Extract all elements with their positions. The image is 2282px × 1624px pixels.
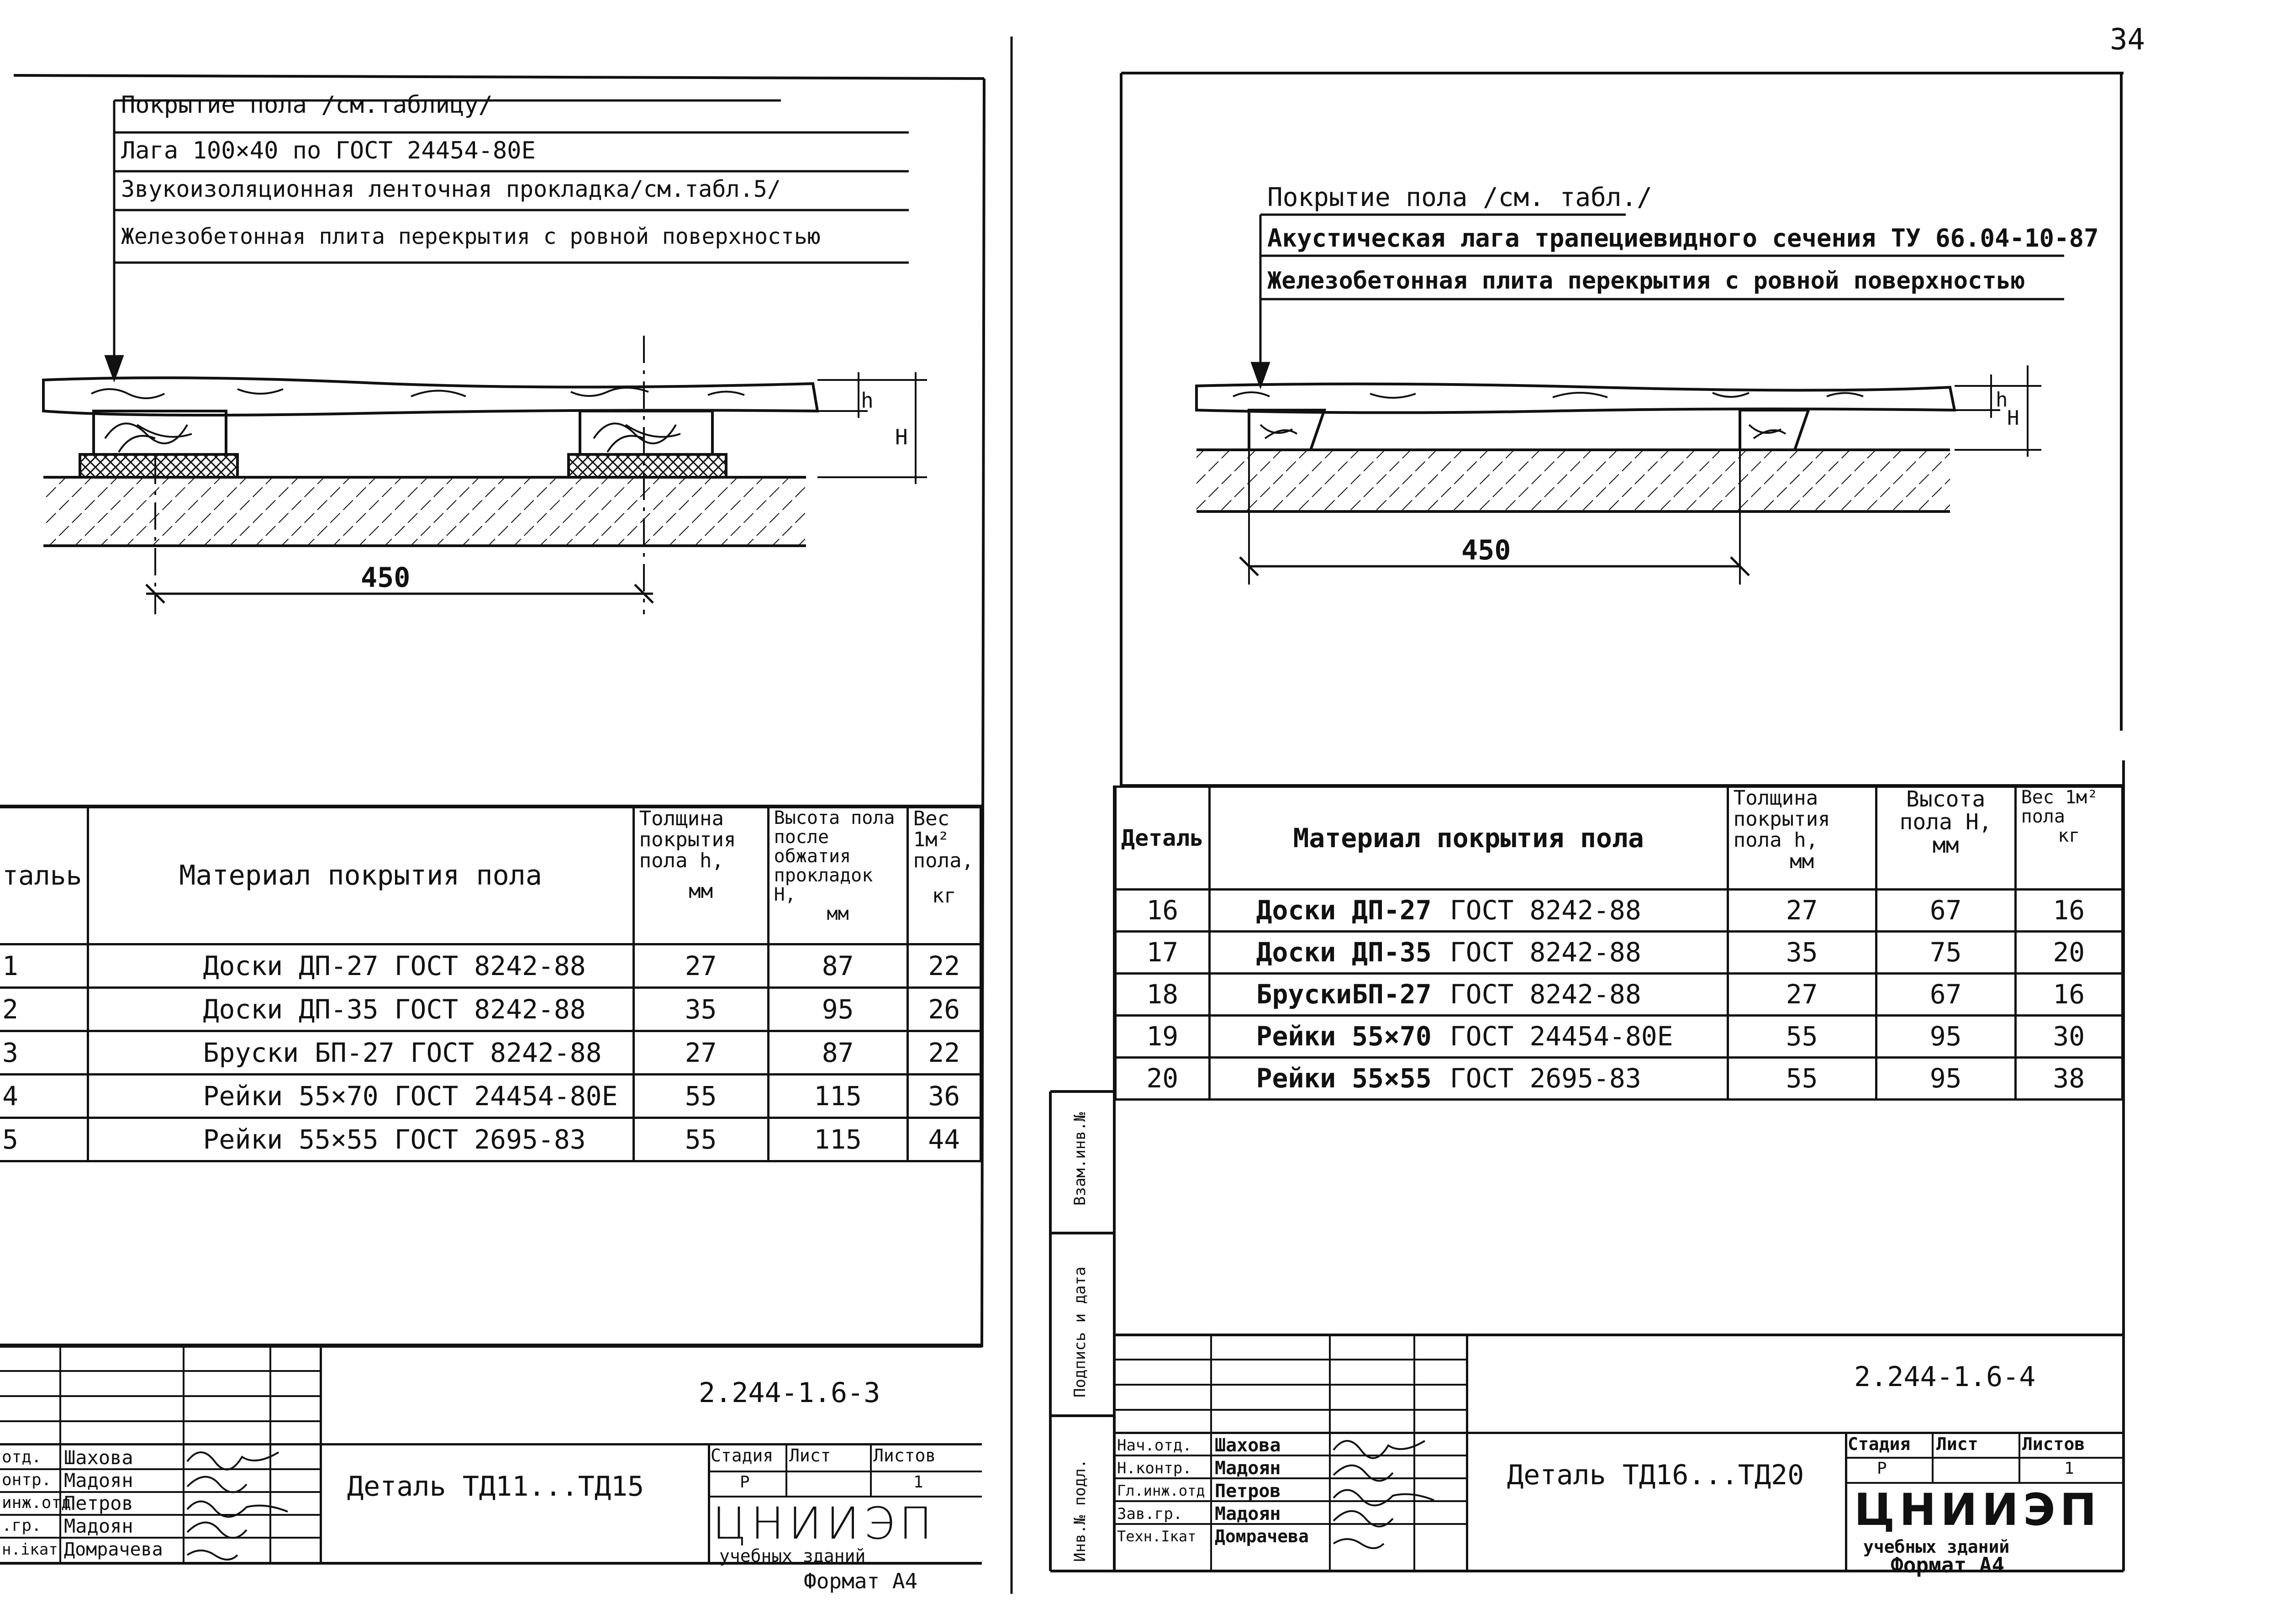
cell-height: 95 bbox=[1876, 1058, 2015, 1100]
cell-weight: 20 bbox=[2015, 932, 2122, 974]
cell-height: 75 bbox=[1876, 932, 2015, 974]
org-subtitle: учебных зданий bbox=[719, 1546, 866, 1566]
signer-name: Мадоян bbox=[1215, 1458, 1281, 1479]
signer-name: Домрачева bbox=[1215, 1526, 1309, 1546]
right-format: Формат А4 bbox=[1891, 1553, 2005, 1577]
cell-weight: 22 bbox=[907, 944, 980, 988]
cell-height: 87 bbox=[768, 1031, 907, 1075]
cell-thickness: 55 bbox=[1728, 1058, 1876, 1100]
left-callout-floor-covering: Покрытие пола /см.таблицу/ bbox=[121, 91, 493, 119]
table-row bbox=[0, 1075, 981, 1118]
stamp-inv-original: Инв.№ подл. bbox=[1071, 1459, 1089, 1562]
sheets-value: 1 bbox=[913, 1473, 923, 1492]
header-thickness-unit: мм bbox=[689, 879, 713, 903]
header-thickness-unit: мм bbox=[1790, 849, 1814, 873]
role-label: .гр. bbox=[2, 1516, 42, 1535]
signer-name: Петров bbox=[1215, 1481, 1281, 1502]
cell-detail: 17 bbox=[1116, 932, 1210, 974]
header-weight-unit: кг bbox=[932, 884, 956, 907]
right-doc-code: 2.244-1.6-4 bbox=[1854, 1361, 2036, 1393]
cell-height: 67 bbox=[1876, 974, 2015, 1016]
cell-gost: ГОСТ 8242-88 bbox=[1449, 937, 1641, 968]
signature-scribbles bbox=[183, 1443, 320, 1562]
cell-material: Доски ДП-35 ГОСТ 8242-88 bbox=[88, 988, 633, 1031]
org-subtitle: учебных зданий bbox=[1863, 1537, 2010, 1557]
header-weight: Вес 1м² пола bbox=[2021, 787, 2098, 827]
cell-height: 115 bbox=[768, 1118, 907, 1161]
role-label: Нач.отд. bbox=[1117, 1436, 1192, 1455]
left-callout-pad: Звукоизоляционная ленточная прокладка/см.табл.5/ bbox=[121, 176, 781, 202]
table-row bbox=[0, 1031, 981, 1075]
right-callout-slab: Железобетонная плита перекрытия с ровной поверхностью bbox=[1267, 267, 2025, 295]
signer-name: Шахова bbox=[1215, 1435, 1281, 1456]
stamp-signature-date: Подпись и дата bbox=[1071, 1266, 1089, 1397]
cell-weight: 38 bbox=[2015, 1058, 2122, 1100]
left-callout-joist: Лага 100×40 по ГОСТ 24454-80Е bbox=[121, 137, 536, 164]
cell-gost: ГОСТ 8242-88 bbox=[1449, 979, 1641, 1010]
header-height: Высота пола после обжатия прокладок H, bbox=[774, 807, 895, 905]
signer-name: Мадоян bbox=[64, 1515, 133, 1537]
right-dim-H: H bbox=[2007, 406, 2019, 430]
header-material: Материал покрытия пола bbox=[1209, 787, 1728, 890]
right-title-block bbox=[1114, 1334, 2124, 1571]
right-callout-joist: Акустическая лага трапециевидного сечения ТУ 66.04-10-87 bbox=[1267, 224, 2099, 253]
table-row bbox=[1116, 974, 2123, 1016]
cell-material: Доски ДП-27 bbox=[1256, 895, 1432, 926]
header-weight: Вес 1м² пола, bbox=[913, 807, 974, 873]
header-weight-unit: кг bbox=[2058, 825, 2080, 846]
left-dim-H: H bbox=[895, 425, 908, 449]
cell-height: 67 bbox=[1876, 890, 2015, 932]
signer-name: Домрачева bbox=[64, 1539, 163, 1560]
cell-thickness: 27 bbox=[1728, 974, 1876, 1016]
right-dim-h: h bbox=[1996, 388, 2008, 411]
left-doc-code: 2.244-1.6-3 bbox=[699, 1377, 880, 1409]
stage-header: Стадия bbox=[1848, 1434, 1911, 1454]
cell-detail: 18 bbox=[1116, 974, 1210, 1016]
header-material: Материал покрытия пола bbox=[88, 807, 633, 944]
header-height: Высота пола H, bbox=[1899, 786, 1992, 835]
cell-material: Рейки 55×70 ГОСТ 24454-80Е bbox=[88, 1075, 633, 1118]
cell-thickness: 27 bbox=[633, 1031, 768, 1075]
sheets-header: Листов bbox=[873, 1445, 936, 1466]
cell-detail: 1 bbox=[0, 944, 88, 988]
left-section-drawing bbox=[43, 336, 927, 614]
cell-weight: 44 bbox=[907, 1118, 980, 1161]
cell-thickness: 55 bbox=[1728, 1016, 1876, 1058]
role-label: онтр. bbox=[2, 1471, 52, 1489]
org-logo: ЦНИИЭП bbox=[712, 1498, 937, 1549]
cell-thickness: 55 bbox=[633, 1118, 768, 1161]
table-row bbox=[0, 944, 981, 988]
cell-thickness: 35 bbox=[1728, 932, 1876, 974]
cell-weight: 22 bbox=[907, 1031, 980, 1075]
cell-weight: 26 bbox=[907, 988, 980, 1031]
right-material-table bbox=[1114, 786, 2124, 1101]
cell-material: Рейки 55×55 bbox=[1256, 1063, 1432, 1094]
cell-thickness: 55 bbox=[633, 1075, 768, 1118]
cell-detail: 19 bbox=[1116, 1016, 1210, 1058]
cell-thickness: 27 bbox=[633, 944, 768, 988]
cell-detail: 3 bbox=[0, 1031, 88, 1075]
header-detail: Деталь bbox=[1116, 787, 1210, 890]
cell-detail: 5 bbox=[0, 1118, 88, 1161]
stage-value: Р bbox=[1877, 1459, 1887, 1478]
cell-height: 95 bbox=[1876, 1016, 2015, 1058]
cell-material: БрускиБП-27 bbox=[1256, 979, 1432, 1010]
role-label: Техн.Iкат bbox=[1117, 1528, 1196, 1545]
signer-name: Мадоян bbox=[64, 1469, 133, 1492]
signature-scribbles bbox=[1329, 1432, 1466, 1550]
sheet-header: Лист bbox=[1936, 1434, 1978, 1454]
right-span-dimension: 450 bbox=[1461, 534, 1511, 566]
table-row bbox=[0, 1118, 981, 1161]
cell-detail: 2 bbox=[0, 988, 88, 1031]
role-label: Н.контр. bbox=[1117, 1459, 1192, 1477]
header-height-unit: мм bbox=[1932, 832, 1959, 858]
cell-gost: ГОСТ 2695-83 bbox=[1449, 1063, 1641, 1094]
role-label: Зав.гр. bbox=[1117, 1505, 1183, 1523]
sheets-value: 1 bbox=[2064, 1459, 2074, 1478]
cell-weight: 36 bbox=[907, 1075, 980, 1118]
right-section-drawing bbox=[1196, 365, 2041, 585]
role-label: отд. bbox=[2, 1448, 42, 1466]
table-row bbox=[1116, 1058, 2123, 1100]
header-detail: тальь bbox=[0, 807, 88, 944]
cell-material: Рейки 55×55 ГОСТ 2695-83 bbox=[88, 1118, 633, 1161]
cell-material: Бруски БП-27 ГОСТ 8242-88 bbox=[88, 1031, 633, 1075]
table-row bbox=[1116, 1016, 2123, 1058]
left-detail-title: Деталь ТД11...ТД15 bbox=[347, 1471, 644, 1503]
sheets-header: Листов bbox=[2022, 1434, 2085, 1454]
cell-height: 95 bbox=[768, 988, 907, 1031]
cell-thickness: 27 bbox=[1728, 890, 1876, 932]
cell-detail: 16 bbox=[1116, 890, 1210, 932]
stage-header: Стадия bbox=[711, 1445, 774, 1466]
signer-name: Шахова bbox=[64, 1446, 133, 1469]
stage-value: Р bbox=[740, 1473, 750, 1492]
header-thickness: Толщина покрытия пола h, bbox=[639, 807, 736, 873]
role-label: н.ікат bbox=[2, 1540, 58, 1559]
cell-material: Доски ДП-35 bbox=[1256, 937, 1432, 968]
role-label: инж.отд bbox=[2, 1493, 71, 1512]
cell-weight: 16 bbox=[2015, 974, 2122, 1016]
right-callout-floor-covering: Покрытие пола /см. табл./ bbox=[1267, 183, 1652, 212]
cell-weight: 16 bbox=[2015, 890, 2122, 932]
role-label: Гл.инж.отд bbox=[1117, 1482, 1205, 1499]
left-span-dimension: 450 bbox=[361, 562, 411, 594]
header-thickness: Толщина покрытия пола h, bbox=[1733, 786, 1830, 852]
cell-gost: ГОСТ 8242-88 bbox=[1449, 895, 1641, 926]
cell-detail: 20 bbox=[1116, 1058, 1210, 1100]
sheet-header: Лист bbox=[789, 1445, 831, 1466]
cell-height: 115 bbox=[768, 1075, 907, 1118]
header-height-unit: мм bbox=[827, 903, 849, 924]
signer-name: Петров bbox=[64, 1492, 133, 1514]
cell-height: 87 bbox=[768, 944, 907, 988]
left-material-table bbox=[0, 806, 982, 1162]
left-callout-slab: Железобетонная плита перекрытия с ровной поверхностью bbox=[121, 224, 821, 249]
cell-weight: 30 bbox=[2015, 1016, 2122, 1058]
cell-detail: 4 bbox=[0, 1075, 88, 1118]
left-title-block bbox=[0, 1345, 982, 1593]
org-logo: ЦНИИЭП bbox=[1854, 1484, 2101, 1535]
stamp-replaced-inv: Взам.инв.№ bbox=[1071, 1112, 1089, 1206]
cell-thickness: 35 bbox=[633, 988, 768, 1031]
table-row bbox=[0, 988, 981, 1031]
table-row bbox=[1116, 890, 2123, 932]
table-row bbox=[1116, 932, 2123, 974]
left-dim-h: h bbox=[861, 388, 874, 413]
cell-gost: ГОСТ 24454-80Е bbox=[1449, 1021, 1673, 1052]
left-format: Формат А4 bbox=[804, 1569, 918, 1593]
page-number: 34 bbox=[2110, 23, 2145, 57]
signer-name: Мадоян bbox=[1215, 1503, 1281, 1524]
cell-material: Доски ДП-27 ГОСТ 8242-88 bbox=[88, 944, 633, 988]
right-detail-title: Деталь ТД16...ТД20 bbox=[1507, 1459, 1804, 1491]
cell-material: Рейки 55×70 bbox=[1256, 1021, 1432, 1052]
